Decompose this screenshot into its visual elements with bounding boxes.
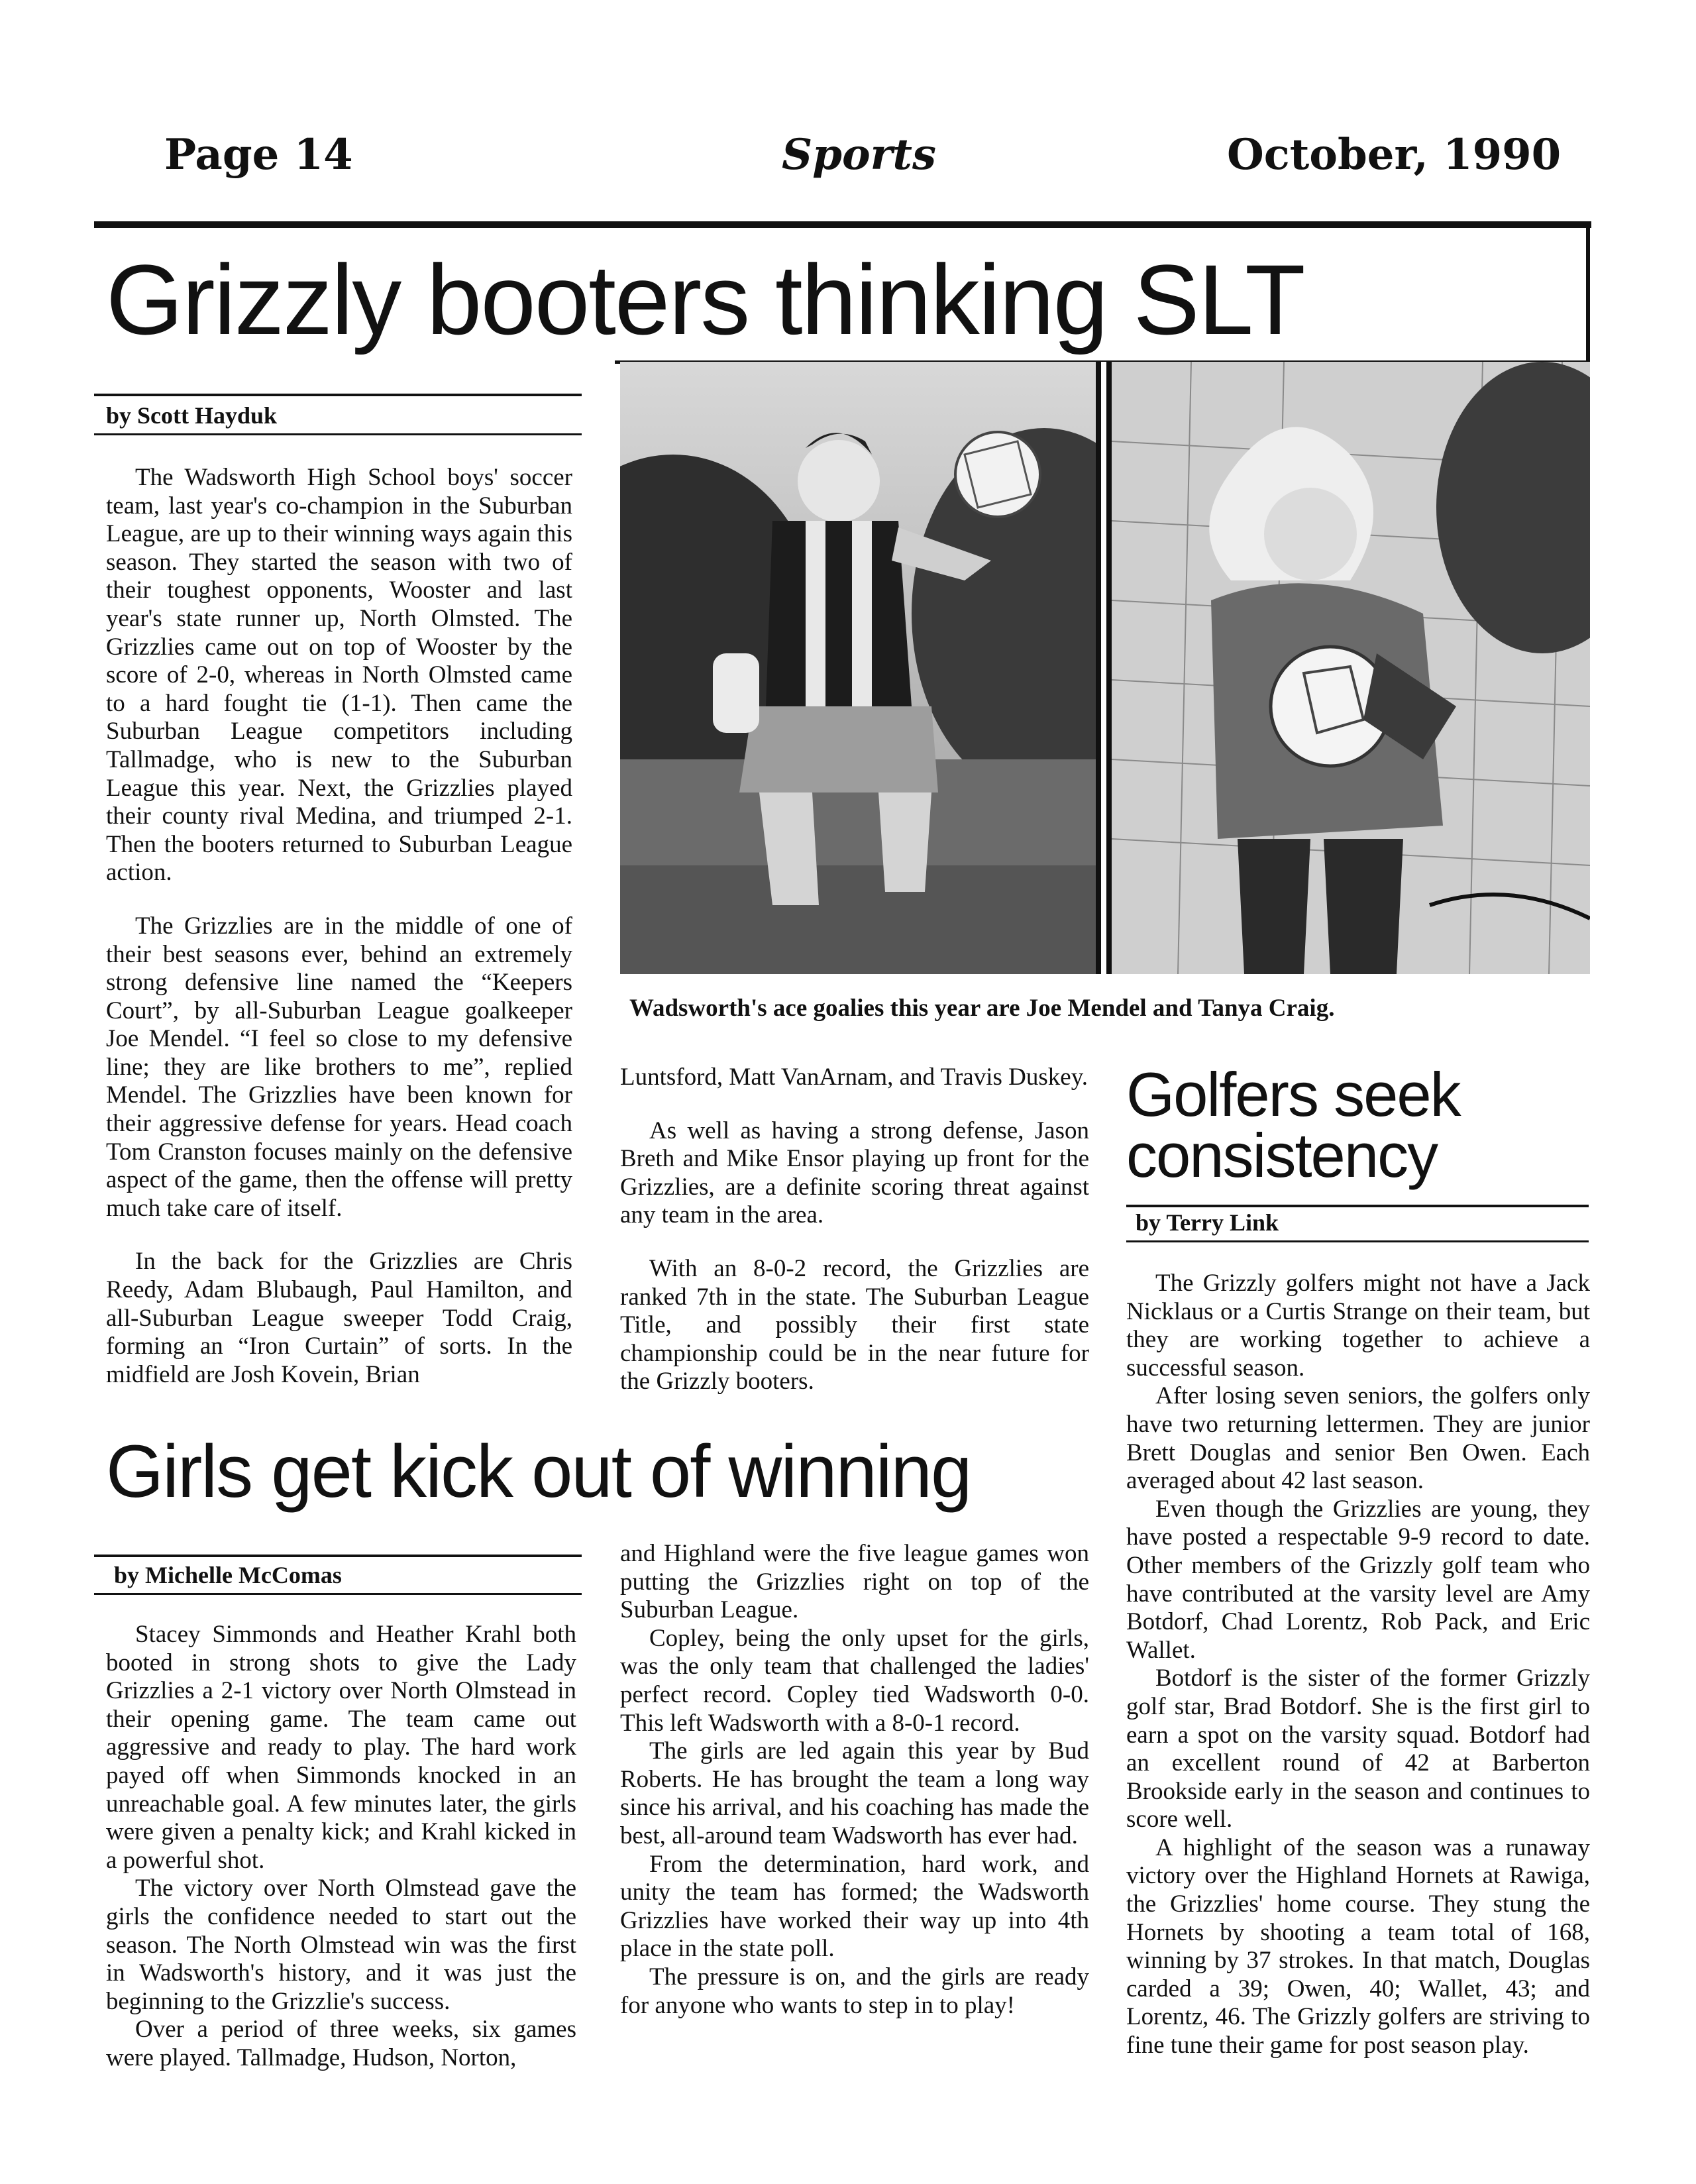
headline-girls: Girls get kick out of winning	[106, 1430, 971, 1513]
girls-paragraph: The girls are led again this year by Bud Roberts. He has brought the team a long way since his arrival, and his coaching has made the best, all-around team Wadsworth has ever had.	[620, 1737, 1089, 1849]
golf-byline-rule-bottom	[1126, 1240, 1589, 1242]
golf-paragraph: A highlight of the season was a runaway victory over the Highland Hornets at Rawiga, the Grizzlies' home course. They stung the Hornets by shooting a team total of 168, winning by 37 strokes. In that match, Douglas carded a 39; Owen, 40; Wallet, 43; and Lorentz, 46. The Grizzly golfers are striving to fine tune their game for post season play.	[1126, 1833, 1590, 2059]
soccer-paragraph: The Wadsworth High School boys' soccer team, last year's co-champion in the Suburban League, are up to their winning ways again this season. They started the season with two of their toughest opponents, Wooster and last year's state runner up, North Olmsted. The Grizzlies came out on top of Wooster by the score of 2-0, whereas in North Olmsted came to a hard fought tie (1-1). Then came the Suburban League competitors including Tallmadge, who is new to the Suburban League this year. Next, the Grizzlies played their county rival Medina, and triumped 2-1. Then the booters returned to Suburban League action.	[106, 464, 572, 887]
golf-paragraph: Even though the Grizzlies are young, they have posted a respectable 9-9 record to date. Other members of the Grizzly golf team who have contributed at the varsity level are Amy Botdorf, Chad Lorentz, Rob Pack, and Eric Wallet.	[1126, 1495, 1590, 1664]
byline-golf: by Terry Link	[1136, 1209, 1279, 1236]
girls-column-1	[106, 1621, 576, 2073]
top-rule	[94, 221, 1591, 228]
soccer-paragraph: With an 8-0-2 record, the Grizzlies are ranked 7th in the state. The Suburban League Title, and possibly their first state championship could be in the near future for the Grizzly booters.	[620, 1254, 1089, 1395]
soccer-column-2	[620, 1064, 1089, 1396]
golf-paragraph: After losing seven seniors, the golfers only have two returning lettermen. They are junior Brett Douglas and senior Ben Owen. Each averaged about 42 last season.	[1126, 1382, 1590, 1495]
photo-tanya-craig	[1112, 362, 1590, 974]
page-number: Page 14	[164, 130, 353, 180]
golf-paragraph: The Grizzly golfers might not have a Jack Nicklaus or a Curtis Strange on their team, but they are working together to achieve a successful season.	[1126, 1270, 1590, 1382]
goalie-photo-1	[620, 362, 1096, 974]
headline-golf-line2: consistency	[1126, 1120, 1438, 1190]
golf-paragraph: Botdorf is the sister of the former Grizzly golf star, Brad Botdorf. She is the first girl to earn a spot on the varsity squad. Botdorf had an excellent round of 42 at Barberton Brookside early in the season and continues to score well.	[1126, 1665, 1590, 1833]
girls-paragraph: From the determination, hard work, and unity the team has formed; the Wadsworth Grizzlies have worked their way up into 4th place in the state poll.	[620, 1850, 1089, 1963]
headline-soccer: Grizzly booters thinking SLT	[106, 244, 1304, 355]
byline-soccer: by Scott Hayduk	[106, 402, 278, 429]
photo-caption: Wadsworth's ace goalies this year are Joe Mendel and Tanya Craig.	[629, 995, 1335, 1022]
section-name: Sports	[782, 130, 936, 180]
soccer-column-1	[106, 464, 572, 1389]
girls-byline-rule-bottom	[94, 1593, 582, 1595]
headline-golf-line1: Golfers seek	[1126, 1060, 1460, 1129]
soccer-paragraph: As well as having a strong defense, Jason Breth and Mike Ensor playing up front for the Grizzlies, are a definite scoring threat against any team in the area.	[620, 1117, 1089, 1229]
soccer-paragraph: Luntsford, Matt VanArnam, and Travis Duskey.	[620, 1064, 1088, 1091]
byline-girls: by Michelle McComas	[114, 1562, 342, 1588]
girls-byline-rule-top	[94, 1555, 582, 1557]
photo-divider-right	[1106, 362, 1112, 974]
golf-byline-rule-top	[1126, 1205, 1589, 1207]
girls-paragraph: The pressure is on, and the girls are ready for anyone who wants to step in to play!	[620, 1963, 1089, 2019]
girls-paragraph: Stacey Simmonds and Heather Krahl both booted in strong shots to give the Lady Grizzlies a 2-1 victory over North Olmstead in their opening game. The team came out aggressive and ready to play. The hard work payed off when Simmonds knocked in an unreachable goal. A few minutes later, the girls were given a penalty kick; and Krahl kicked in a powerful shot.	[106, 1621, 576, 1874]
golf-column	[1126, 1270, 1590, 2060]
girls-paragraph: and Highland were the five league games won putting the Grizzlies right on top of the Suburban League.	[620, 1540, 1089, 1624]
issue-date: October, 1990	[1227, 130, 1562, 180]
photo-joe-mendel	[620, 362, 1096, 974]
girls-column-2	[620, 1540, 1089, 2020]
soccer-paragraph: In the back for the Grizzlies are Chris Reedy, Adam Blubaugh, Paul Hamilton, and all-Suburban League sweeper Todd Craig, forming an “Iron Curtain” of sorts. In the midfield are Josh Kovein, Brian	[106, 1248, 572, 1388]
girls-paragraph: Copley, being the only upset for the girls, was the only team that challenged the ladies' perfect record. Copley tied Wadsworth 0-0. This left Wadsworth with a 8-0-1 record.	[620, 1624, 1089, 1737]
girls-paragraph: The victory over North Olmstead gave the girls the confidence needed to start out the season. The North Olmstead win was the first in Wadsworth's history, and it was just the beginning to the Grizzlie's success.	[106, 1875, 576, 2015]
girls-paragraph: Over a period of three weeks, six games were played. Tallmadge, Hudson, Norton,	[106, 2016, 576, 2071]
photo-divider-left	[1096, 362, 1101, 974]
byline-rule-top	[94, 394, 582, 396]
byline-rule-bottom	[94, 433, 582, 435]
soccer-paragraph: The Grizzlies are in the middle of one of their best seasons ever, behind an extremely strong defensive line named the “Keepers Court”, by all-Suburban League goalkeeper Joe Mendel. “I feel so close to my defensive line; they are like brothers to me”, replied Mendel. The Grizzlies have been known for their aggressive defense for years. Head coach Tom Cranston focuses mainly on the defensive aspect of the game, then the offense will pretty much take care of itself.	[106, 912, 572, 1222]
headline-box-right	[1586, 228, 1590, 364]
goalie-photo-2	[1112, 362, 1590, 974]
photo-divider-gap	[1101, 362, 1106, 974]
